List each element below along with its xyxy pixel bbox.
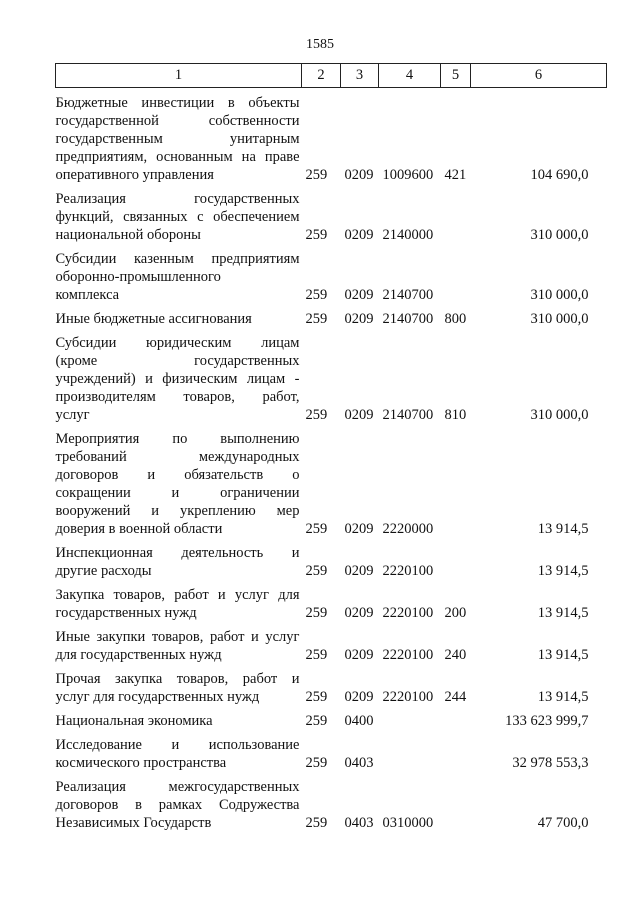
- row-description: [56, 244, 302, 304]
- amount: 310 000,0: [530, 311, 589, 327]
- row-description: [56, 706, 302, 730]
- amount: 133 623 999,7: [505, 713, 589, 729]
- expense-type-code: 200: [444, 605, 467, 621]
- description-line: оперативного управления: [55, 167, 214, 183]
- target-article-code: 2140700: [382, 311, 434, 327]
- budget-table: [55, 63, 607, 832]
- amount: 32 978 553,3: [512, 755, 589, 771]
- ministry-code: 259: [305, 167, 328, 183]
- amount: 310 000,0: [530, 407, 589, 423]
- section-code: 0403: [344, 815, 374, 831]
- row-description: [56, 664, 302, 706]
- row-description: [56, 580, 302, 622]
- section-code: 0403: [344, 755, 374, 771]
- target-article-code: 2220100: [382, 563, 434, 579]
- target-article-code: 2220100: [382, 689, 434, 705]
- section-code: 0209: [344, 167, 374, 183]
- header-col-1: 1: [56, 64, 302, 88]
- description-line: Субсидии юридическим лицам: [55, 335, 300, 351]
- description-line: Исследование и использование: [55, 737, 300, 753]
- description-line: услуг: [55, 407, 90, 423]
- header-col-5: 5: [441, 64, 471, 88]
- description-line: космического пространства: [55, 755, 227, 771]
- table-row: [56, 424, 607, 538]
- amount: 13 914,5: [537, 563, 589, 579]
- table-row: [56, 184, 607, 244]
- ministry-code: 259: [305, 647, 328, 663]
- table-row: [56, 772, 607, 832]
- ministry-code: 259: [305, 815, 328, 831]
- description-line: производителям товаров, работ,: [55, 389, 300, 405]
- ministry-code: 259: [305, 755, 328, 771]
- ministry-code: 259: [305, 407, 328, 423]
- expense-type-code: 244: [444, 689, 467, 705]
- target-article-code: 2220100: [382, 605, 434, 621]
- ministry-code: 259: [305, 521, 328, 537]
- description-line: Прочая закупка товаров, работ и: [55, 671, 300, 687]
- expense-type-code: 800: [444, 311, 467, 327]
- ministry-code: 259: [305, 287, 328, 303]
- description-line: Мероприятия по выполнению: [55, 431, 300, 447]
- expense-type-code: [441, 730, 471, 772]
- row-description: [56, 184, 302, 244]
- header-col-2: 2: [302, 64, 341, 88]
- target-article-code: 2140700: [382, 287, 434, 303]
- row-description: [56, 772, 302, 832]
- table-row: [56, 328, 607, 424]
- description-line: Иные бюджетные ассигнования: [55, 311, 252, 327]
- table-row: [56, 244, 607, 304]
- table-row: [56, 706, 607, 730]
- table-row: [56, 538, 607, 580]
- page-number: 1585: [306, 37, 334, 52]
- amount: 13 914,5: [537, 647, 589, 663]
- section-code: 0209: [344, 521, 374, 537]
- ministry-code: 259: [305, 227, 328, 243]
- amount: 310 000,0: [530, 287, 589, 303]
- description-line: Бюджетные инвестиции в объекты: [55, 95, 300, 111]
- description-line: Независимых Государств: [55, 815, 212, 831]
- description-line: требований международных: [55, 449, 300, 465]
- ministry-code: 259: [305, 311, 328, 327]
- expense-type-code: [441, 244, 471, 304]
- description-line: государственных нужд: [55, 605, 197, 621]
- description-line: доверия в военной области: [55, 521, 223, 537]
- ministry-code: 259: [305, 563, 328, 579]
- ministry-code: 259: [305, 713, 328, 729]
- expense-type-code: [441, 184, 471, 244]
- amount: 47 700,0: [537, 815, 589, 831]
- section-code: 0209: [344, 563, 374, 579]
- expense-type-code: 421: [444, 167, 467, 183]
- description-line: предприятиям, основанным на праве: [55, 149, 300, 165]
- description-line: (кроме государственных: [55, 353, 300, 369]
- table-row: [56, 88, 607, 185]
- table-row: [56, 580, 607, 622]
- table-row: [56, 622, 607, 664]
- description-line: договоров и обязательств о: [55, 467, 300, 483]
- expense-type-code: 810: [444, 407, 467, 423]
- target-article-code: 2140000: [382, 227, 434, 243]
- description-line: Инспекционная деятельность и: [55, 545, 300, 561]
- ministry-code: 259: [305, 689, 328, 705]
- description-line: вооружений и укреплению мер: [55, 503, 300, 519]
- row-description: [56, 328, 302, 424]
- target-article-code: [379, 730, 441, 772]
- description-line: Иные закупки товаров, работ и услуг: [55, 629, 300, 645]
- header-col-3: 3: [341, 64, 379, 88]
- header-col-6: 6: [471, 64, 607, 88]
- header-row: [56, 64, 607, 88]
- row-description: [56, 424, 302, 538]
- description-line: национальной обороны: [55, 227, 201, 243]
- description-line: Субсидии казенным предприятиям: [55, 251, 300, 267]
- section-code: 0209: [344, 605, 374, 621]
- description-line: государственным унитарным: [55, 131, 300, 147]
- table-row: [56, 304, 607, 328]
- section-code: 0209: [344, 689, 374, 705]
- description-line: Национальная экономика: [55, 713, 213, 729]
- description-line: сокращении и ограничении: [55, 485, 300, 501]
- row-description: [56, 622, 302, 664]
- target-article-code: 2220100: [382, 647, 434, 663]
- expense-type-code: [441, 424, 471, 538]
- section-code: 0209: [344, 311, 374, 327]
- table-row: [56, 664, 607, 706]
- description-line: функций, связанных с обеспечением: [55, 209, 300, 225]
- expense-type-code: [441, 706, 471, 730]
- section-code: 0209: [344, 647, 374, 663]
- description-line: услуг для государственных нужд: [55, 689, 260, 705]
- table-row: [56, 730, 607, 772]
- description-line: учреждений) и физическим лицам -: [55, 371, 300, 387]
- expense-type-code: 240: [444, 647, 467, 663]
- amount: 13 914,5: [537, 689, 589, 705]
- section-code: 0209: [344, 227, 374, 243]
- description-line: другие расходы: [55, 563, 152, 579]
- description-line: Реализация государственных: [55, 191, 300, 207]
- target-article-code: 1009600: [382, 167, 434, 183]
- ministry-code: 259: [305, 605, 328, 621]
- table-body: [56, 88, 607, 833]
- target-article-code: 2140700: [382, 407, 434, 423]
- section-code: 0400: [344, 713, 374, 729]
- row-description: [56, 304, 302, 328]
- amount: 13 914,5: [537, 521, 589, 537]
- description-line: оборонно-промышленного: [55, 269, 221, 285]
- target-article-code: 0310000: [382, 815, 434, 831]
- description-line: Реализация межгосударственных: [55, 779, 300, 795]
- description-line: для государственных нужд: [55, 647, 222, 663]
- target-article-code: 2220000: [382, 521, 434, 537]
- expense-type-code: [441, 538, 471, 580]
- description-line: договоров в рамках Содружества: [55, 797, 300, 813]
- description-line: комплекса: [55, 287, 120, 303]
- description-line: Закупка товаров, работ и услуг для: [55, 587, 300, 603]
- row-description: [56, 730, 302, 772]
- description-line: государственной собственности: [55, 113, 300, 129]
- amount: 104 690,0: [530, 167, 589, 183]
- section-code: 0209: [344, 287, 374, 303]
- header-col-4: 4: [379, 64, 441, 88]
- section-code: 0209: [344, 407, 374, 423]
- row-description: [56, 88, 302, 185]
- target-article-code: [379, 706, 441, 730]
- row-description: [56, 538, 302, 580]
- amount: 310 000,0: [530, 227, 589, 243]
- amount: 13 914,5: [537, 605, 589, 621]
- expense-type-code: [441, 772, 471, 832]
